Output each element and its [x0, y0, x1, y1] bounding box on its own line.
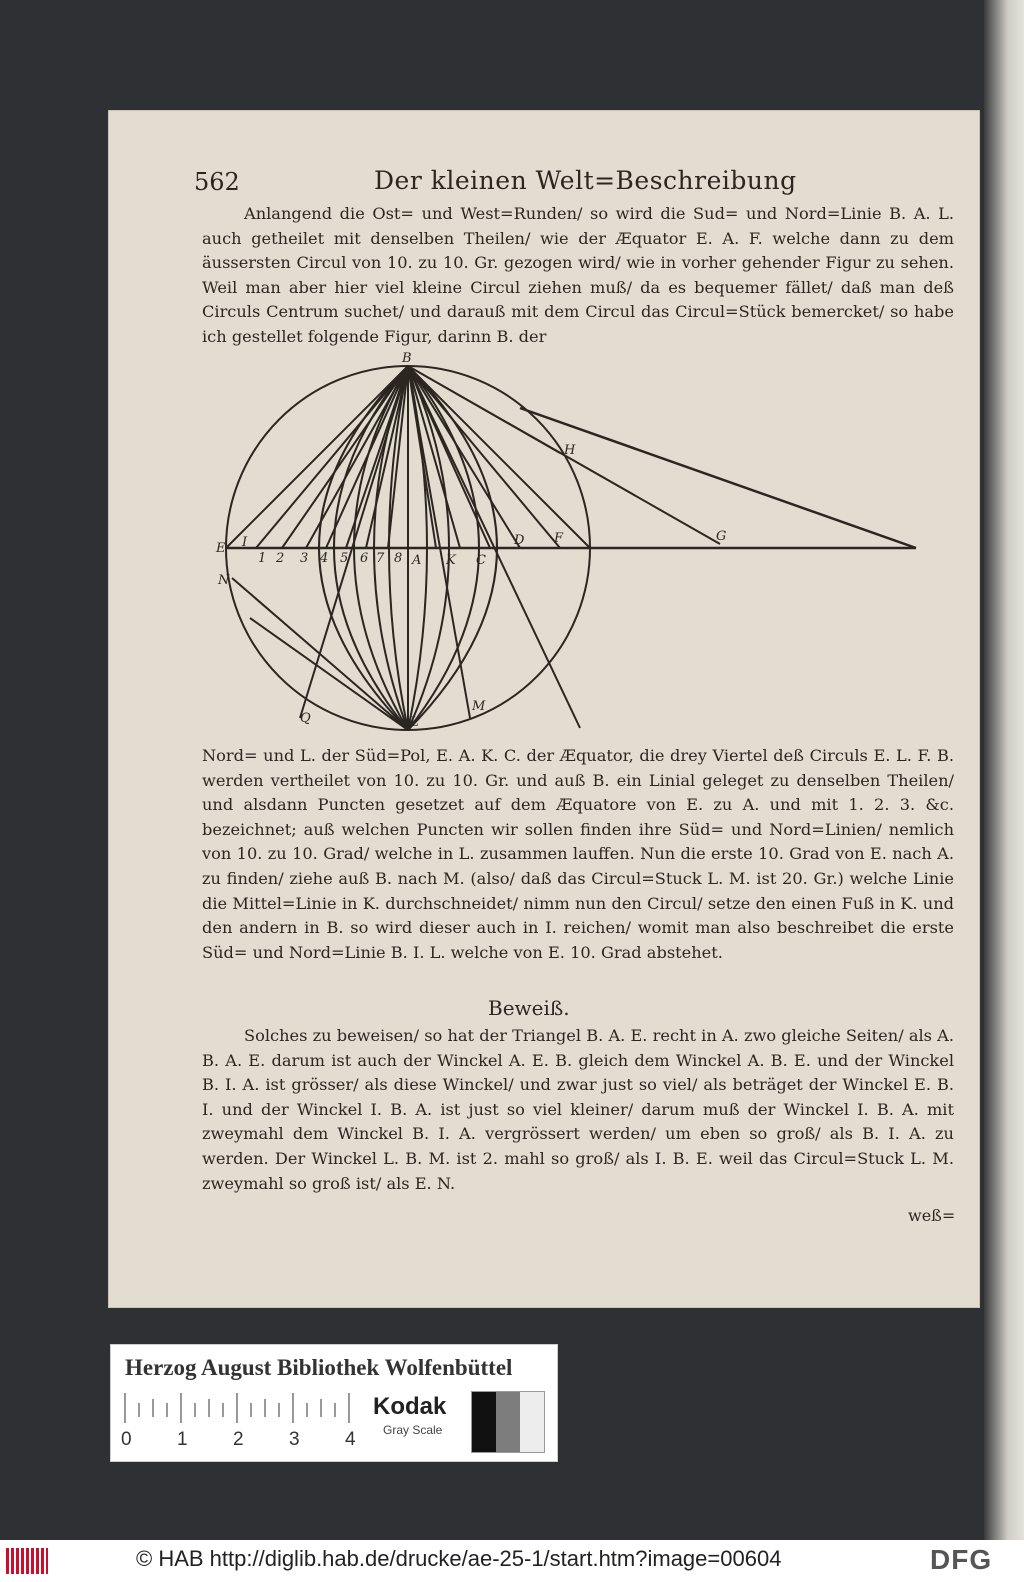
- label-2: 2: [276, 551, 285, 566]
- paragraph-2: Nord= und L. der Süd=Pol, E. A. K. C. der Æquator, die drey Viertel deß Circuls E. L. F. B. werden vertheilet von 10. zu 10. Gr. und auß B. ein Linial geleget zu denselben Theilen/ und alsdann Puncten gesetzet auf dem Æquatore von E. zu A. und mit 1. 2. 3. &c. bezeichnet; auß welchen Puncten wir sollen finden ihre Süd= und Nord=Linien/ nemlich von 10. zu 10. Grad/ welche in L. zusammen lauffen. Nun die erste 10. Grad von E. nach A. zu finden/ ziehe auß B. nach M. (also/ daß das Circul=Stuck L. M. ist 20. Gr.) welche Linie die Mittel=Linie in K. durchschneidet/ nimm nun den Circul/ setze den einen Fuß in K. und den andern in B. so wird dieser auch in I. reichen/ womit man also beschreibet die erste Süd= und Nord=Linie B. I. L. welche von E. 10. Grad abstehet.: [202, 746, 954, 962]
- label-l: L: [410, 715, 419, 730]
- label-8: 8: [394, 551, 403, 566]
- label-3: 3: [300, 551, 309, 566]
- label-1: 1: [258, 551, 267, 566]
- book-page: [108, 110, 980, 1308]
- ruler-num-3: 3: [289, 1429, 300, 1450]
- label-a: A: [412, 553, 422, 568]
- geometric-diagram: [216, 351, 932, 738]
- ruler-num-2: 2: [233, 1429, 244, 1450]
- running-head: Der kleinen Welt=Beschreibung: [374, 166, 797, 195]
- label-k: K: [446, 553, 456, 568]
- page-number: 562: [194, 168, 240, 196]
- label-5: 5: [340, 551, 349, 566]
- label-n: N: [218, 573, 230, 588]
- copyright-url[interactable]: © HAB http://diglib.hab.de/drucke/ae-25-1/start.htm?image=00604: [136, 1546, 782, 1571]
- label-q: Q: [300, 711, 311, 726]
- library-color-card: [110, 1344, 558, 1462]
- paragraph-3: Solches zu beweisen/ so hat der Triangel B. A. E. recht in A. zwo gleiche Seiten/ als A. B. A. E. darum ist auch der Winckel A. E. B. gleich dem Winckel A. B. E. und der Winckel B. I. A. ist grösser/ als diese Winckel/ und zwar just so viel/ als beträget der Winckel E. B. I. und der Winckel I. B. A. ist just so viel kleiner/ darum muß der Winckel I. B. A. mit zweymahl dem Winckel B. I. A. vergrössert werden/ um eben so groß/ als B. I. A. zu werden. Der Winckel L. B. M. ist 2. mahl so groß/ als I. B. E. weil das Circul=Stuck L. M. zweymahl so groß ist/ als E. N.: [202, 1026, 954, 1193]
- page-header: [194, 166, 954, 202]
- ruler-num-0: 0: [121, 1429, 132, 1450]
- label-m: M: [472, 699, 486, 714]
- label-6: 6: [360, 551, 369, 566]
- label-4: 4: [320, 551, 329, 566]
- adjacent-page-edge: [984, 0, 1024, 1540]
- ruler-num-1: 1: [177, 1429, 188, 1450]
- gray-swatches: [471, 1391, 545, 1453]
- dfg-logo: DFG: [930, 1544, 993, 1575]
- kodak-logo: Kodak: [373, 1393, 447, 1420]
- ruler-num-4: 4: [345, 1429, 356, 1450]
- section-title: Beweiß.: [488, 996, 570, 1020]
- library-name: Herzog August Bibliothek Wolfenbüttel: [125, 1355, 513, 1380]
- label-f: F: [554, 531, 564, 546]
- label-b: B: [402, 351, 412, 366]
- footer-bar: [0, 1540, 1024, 1582]
- label-7: 7: [376, 551, 385, 566]
- barcode-icon: [6, 1548, 48, 1574]
- ruler-numbers: [121, 1429, 371, 1453]
- gray-scale-label: Gray Scale: [383, 1423, 443, 1437]
- ruler-scale: [125, 1393, 357, 1423]
- label-d: D: [514, 533, 525, 548]
- label-h: H: [564, 443, 576, 458]
- label-i: I: [242, 535, 248, 550]
- catchword: weß=: [908, 1206, 956, 1225]
- label-g: G: [716, 529, 727, 544]
- label-c: C: [476, 553, 486, 568]
- paragraph-1: Anlangend die Ost= und West=Runden/ so wird die Sud= und Nord=Linie B. A. L. auch getheilet mit denselben Theilen/ wie der Æquator E. A. F. welche dann zu dem äussersten Circul von 10. zu 10. Gr. gezogen wird/ wie in vorher gehender Figur zu sehen. Weil man aber hier viel kleine Circul ziehen muß/ da es bequemer fället/ daß man deß Circuls Centrum suchet/ und darauß mit dem Circul das Circul=Stück bemercket/ so habe ich gestellet folgende Figur, darinn B. der: [202, 204, 954, 346]
- label-e: E: [216, 541, 226, 556]
